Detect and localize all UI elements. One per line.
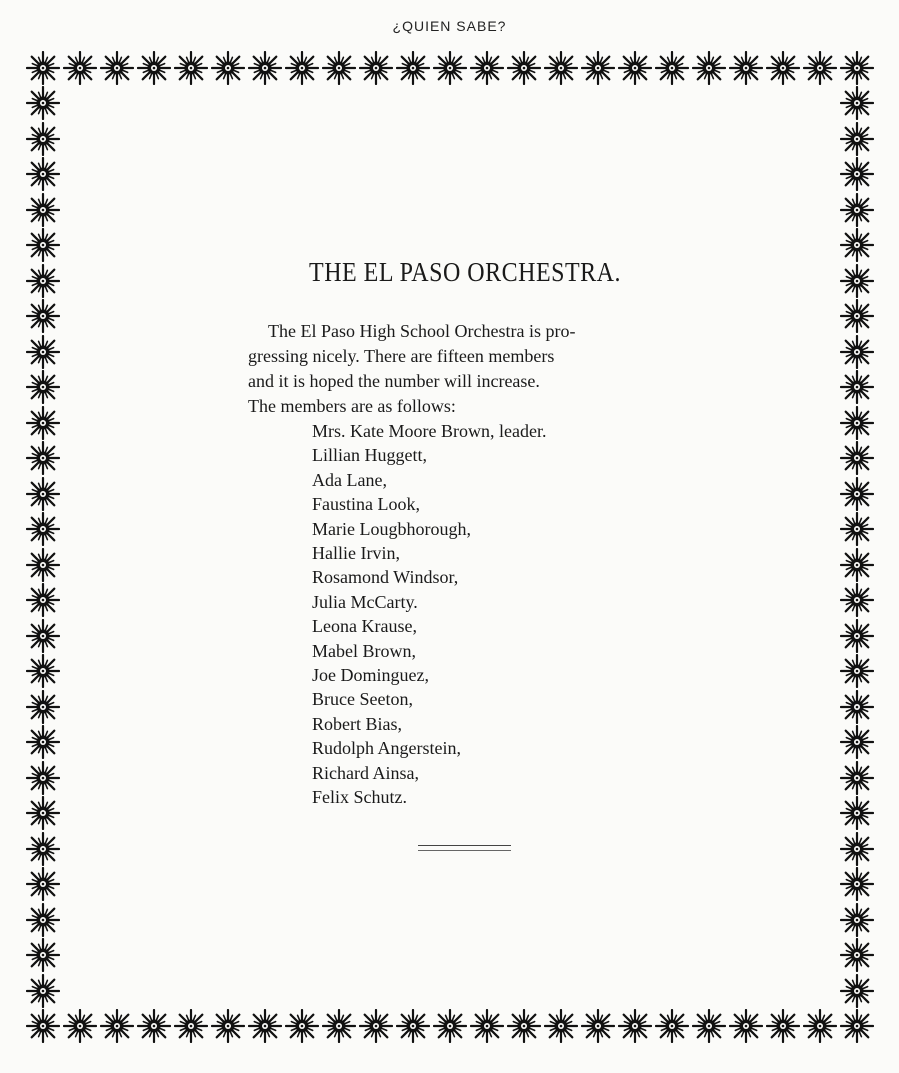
sunburst-icon <box>692 1009 726 1043</box>
sunburst-icon <box>26 122 60 156</box>
sunburst-icon <box>840 796 874 830</box>
sunburst-icon <box>174 1009 208 1043</box>
sunburst-icon <box>26 406 60 440</box>
member-item: Rudolph Angerstein, <box>312 738 461 759</box>
sunburst-icon <box>26 512 60 546</box>
member-item: Robert Bias, <box>312 713 402 734</box>
sunburst-icon <box>26 441 60 475</box>
member-item: Lillian Huggett, <box>312 445 427 466</box>
sunburst-icon <box>211 51 245 85</box>
sunburst-icon <box>655 51 689 85</box>
sunburst-icon <box>26 335 60 369</box>
sunburst-icon <box>26 690 60 724</box>
sunburst-icon <box>507 51 541 85</box>
sunburst-icon <box>137 1009 171 1043</box>
member-item: Ada Lane, <box>312 469 387 490</box>
sunburst-icon <box>285 1009 319 1043</box>
member-item: Faustina Look, <box>312 494 420 515</box>
sunburst-icon <box>26 832 60 866</box>
sunburst-icon <box>692 51 726 85</box>
running-head: ¿QUIEN SABE? <box>392 18 507 34</box>
sunburst-icon <box>26 796 60 830</box>
member-item: Mabel Brown, <box>312 640 416 661</box>
sunburst-icon <box>433 1009 467 1043</box>
sunburst-icon <box>63 51 97 85</box>
sunburst-icon <box>840 51 874 85</box>
sunburst-icon <box>840 228 874 262</box>
member-list <box>248 419 668 810</box>
sunburst-icon <box>26 157 60 191</box>
sunburst-icon <box>840 512 874 546</box>
sunburst-icon <box>470 51 504 85</box>
sunburst-icon <box>840 548 874 582</box>
sunburst-icon <box>26 725 60 759</box>
sunburst-icon <box>803 51 837 85</box>
sunburst-icon <box>803 1009 837 1043</box>
sunburst-icon <box>26 264 60 298</box>
sunburst-icon <box>840 725 874 759</box>
sunburst-icon <box>507 1009 541 1043</box>
sunburst-icon <box>840 193 874 227</box>
sunburst-icon <box>26 583 60 617</box>
sunburst-icon <box>100 51 134 85</box>
sunburst-icon <box>581 1009 615 1043</box>
sunburst-icon <box>63 1009 97 1043</box>
sunburst-icon <box>618 1009 652 1043</box>
sunburst-icon <box>840 938 874 972</box>
sunburst-icon <box>581 51 615 85</box>
sunburst-icon <box>26 903 60 937</box>
sunburst-icon <box>729 1009 763 1043</box>
intro-line: The El Paso High School Orchestra is pro- <box>268 321 576 341</box>
sunburst-icon <box>396 51 430 85</box>
sunburst-icon <box>359 1009 393 1043</box>
member-item: Marie Lougbhorough, <box>312 518 471 539</box>
sunburst-icon <box>840 264 874 298</box>
sunburst-icon <box>840 619 874 653</box>
sunburst-icon <box>840 761 874 795</box>
intro-line: gressing nicely. There are fifteen members <box>248 346 555 366</box>
intro-line: and it is hoped the number will increase. <box>248 371 540 391</box>
sunburst-icon <box>396 1009 430 1043</box>
sunburst-icon <box>359 51 393 85</box>
member-item: Julia McCarty. <box>312 591 418 612</box>
sunburst-icon <box>840 690 874 724</box>
sunburst-icon <box>729 51 763 85</box>
sunburst-icon <box>655 1009 689 1043</box>
sunburst-icon <box>26 619 60 653</box>
member-item: Richard Ainsa, <box>312 762 419 783</box>
sunburst-icon <box>840 867 874 901</box>
sunburst-icon <box>26 654 60 688</box>
sunburst-icon <box>137 51 171 85</box>
sunburst-icon <box>26 477 60 511</box>
sunburst-icon <box>840 1009 874 1043</box>
sunburst-icon <box>840 335 874 369</box>
sunburst-icon <box>26 193 60 227</box>
sunburst-icon <box>840 406 874 440</box>
sunburst-icon <box>544 51 578 85</box>
intro-paragraph <box>248 319 668 419</box>
member-item: Joe Dominguez, <box>312 665 429 686</box>
intro-line: The members are as follows: <box>248 396 456 416</box>
sunburst-icon <box>840 441 874 475</box>
member-item: Rosamond Windsor, <box>312 567 459 588</box>
sunburst-icon <box>248 51 282 85</box>
sunburst-icon <box>766 1009 800 1043</box>
sunburst-icon <box>26 370 60 404</box>
sunburst-icon <box>174 51 208 85</box>
sunburst-icon <box>433 51 467 85</box>
member-item: Mrs. Kate Moore Brown, leader. <box>312 421 547 441</box>
section-divider <box>418 845 511 851</box>
sunburst-icon <box>285 51 319 85</box>
sunburst-icon <box>840 583 874 617</box>
article <box>248 257 668 810</box>
sunburst-icon <box>544 1009 578 1043</box>
sunburst-icon <box>840 477 874 511</box>
sunburst-icon <box>248 1009 282 1043</box>
sunburst-icon <box>26 867 60 901</box>
member-item: Leona Krause, <box>312 616 417 637</box>
sunburst-icon <box>322 51 356 85</box>
sunburst-icon <box>26 51 60 85</box>
sunburst-icon <box>26 1009 60 1043</box>
member-item: Bruce Seeton, <box>312 689 413 710</box>
sunburst-icon <box>26 228 60 262</box>
sunburst-icon <box>618 51 652 85</box>
sunburst-icon <box>322 1009 356 1043</box>
sunburst-icon <box>26 974 60 1008</box>
sunburst-icon <box>26 299 60 333</box>
sunburst-icon <box>100 1009 134 1043</box>
sunburst-icon <box>26 938 60 972</box>
sunburst-icon <box>211 1009 245 1043</box>
sunburst-icon <box>840 122 874 156</box>
article-title: THE EL PASO ORCHESTRA. <box>309 257 621 288</box>
sunburst-icon <box>470 1009 504 1043</box>
sunburst-icon <box>840 157 874 191</box>
sunburst-icon <box>840 370 874 404</box>
member-item: Felix Schutz. <box>312 787 407 808</box>
sunburst-icon <box>840 654 874 688</box>
sunburst-icon <box>840 974 874 1008</box>
sunburst-icon <box>840 832 874 866</box>
sunburst-icon <box>840 86 874 120</box>
sunburst-icon <box>26 548 60 582</box>
sunburst-icon <box>840 299 874 333</box>
sunburst-icon <box>26 761 60 795</box>
sunburst-icon <box>766 51 800 85</box>
sunburst-icon <box>26 86 60 120</box>
member-item: Hallie Irvin, <box>312 543 400 564</box>
sunburst-icon <box>840 903 874 937</box>
